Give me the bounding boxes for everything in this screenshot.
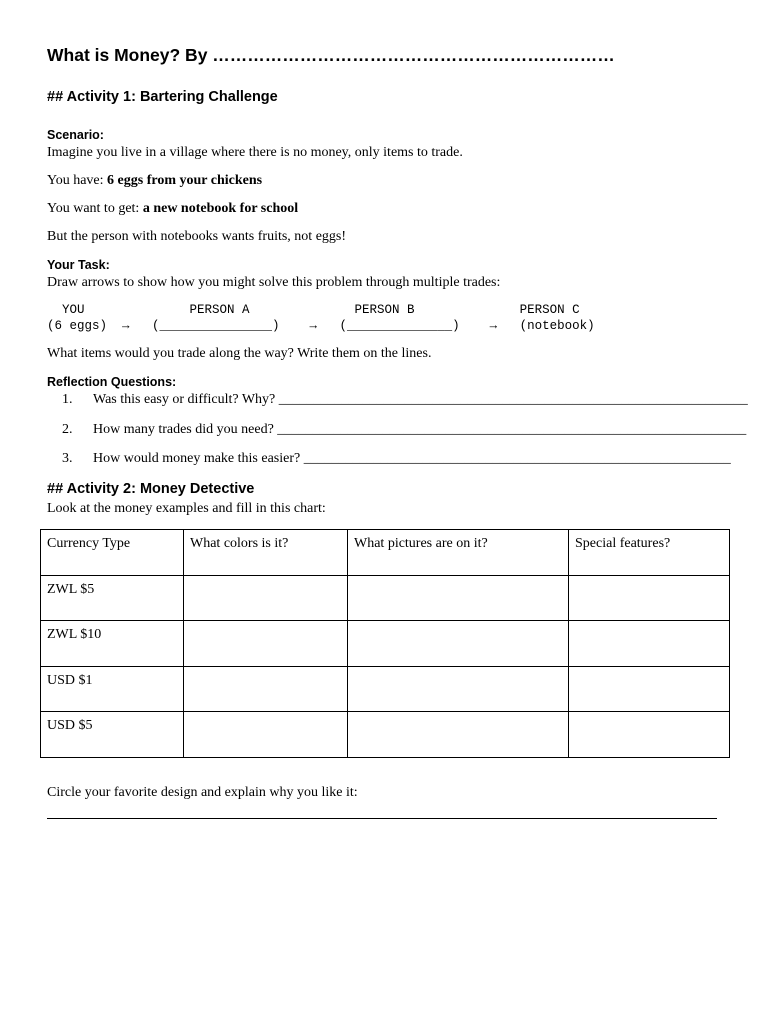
you-want-item: a new notebook for school	[142, 201, 299, 216]
table-row	[41, 621, 730, 667]
money-detective-table	[40, 529, 730, 758]
you-want-prefix: You want to get:	[47, 201, 143, 216]
table-row	[41, 712, 730, 758]
scenario-label: Scenario:	[47, 128, 104, 142]
table-row	[41, 575, 730, 621]
task-label: Your Task:	[47, 258, 110, 272]
question-number: 2.	[62, 422, 73, 437]
you-have-item: 6 eggs from your chickens	[107, 173, 263, 188]
header-currency-type: Currency Type	[41, 530, 184, 576]
colors-cell[interactable]	[184, 621, 348, 667]
question-text: How would money make this easier? _____________________________________________________________	[93, 451, 731, 466]
currency-cell: ZWL $10	[41, 621, 184, 667]
currency-cell: USD $5	[41, 712, 184, 758]
you-want-line	[47, 201, 298, 217]
question-number: 1.	[62, 392, 73, 407]
you-have-prefix: You have:	[47, 173, 108, 188]
activity1-heading: ## Activity 1: Bartering Challenge	[47, 89, 278, 105]
colors-cell[interactable]	[184, 666, 348, 712]
pictures-cell[interactable]	[348, 712, 569, 758]
question-number: 3.	[62, 451, 73, 466]
question-text: Was this easy or difficult? Why? ___________________________________________________________________	[93, 392, 748, 407]
header-pictures: What pictures are on it?	[348, 530, 569, 576]
table-row	[41, 666, 730, 712]
activity2-heading: ## Activity 2: Money Detective	[47, 481, 255, 497]
favorite-prompt: Circle your favorite design and explain why you like it:	[47, 785, 358, 800]
colors-cell[interactable]	[184, 712, 348, 758]
colors-cell[interactable]	[184, 575, 348, 621]
lines-instruction: What items would you trade along the way? Write them on the lines.	[47, 346, 432, 361]
reflection-label: Reflection Questions:	[47, 375, 177, 389]
features-cell[interactable]	[569, 621, 730, 667]
currency-cell: USD $1	[41, 666, 184, 712]
features-cell[interactable]	[569, 712, 730, 758]
trade-items-row: (6 eggs) → (_______________) → (______________) → (notebook)	[47, 319, 595, 333]
trade-persons-row: YOU PERSON A PERSON B PERSON C	[47, 303, 580, 317]
pictures-cell[interactable]	[348, 666, 569, 712]
scenario-text: Imagine you live in a village where there is no money, only items to trade.	[47, 145, 463, 160]
activity2-instruction: Look at the money examples and fill in this chart:	[47, 501, 326, 516]
favorite-answer-line[interactable]	[47, 818, 717, 819]
header-colors: What colors is it?	[184, 530, 348, 576]
table-header-row	[41, 530, 730, 576]
features-cell[interactable]	[569, 575, 730, 621]
task-text: Draw arrows to show how you might solve this problem through multiple trades:	[47, 275, 501, 290]
pictures-cell[interactable]	[348, 621, 569, 667]
you-have-line	[47, 173, 262, 189]
question-text: How many trades did you need? ___________________________________________________________________	[93, 422, 747, 437]
page-title: What is Money? By ……………………………………………………………	[47, 45, 615, 65]
currency-cell: ZWL $5	[41, 575, 184, 621]
features-cell[interactable]	[569, 666, 730, 712]
header-special-features: Special features?	[569, 530, 730, 576]
pictures-cell[interactable]	[348, 575, 569, 621]
problem-text: But the person with notebooks wants fruits, not eggs!	[47, 229, 347, 244]
